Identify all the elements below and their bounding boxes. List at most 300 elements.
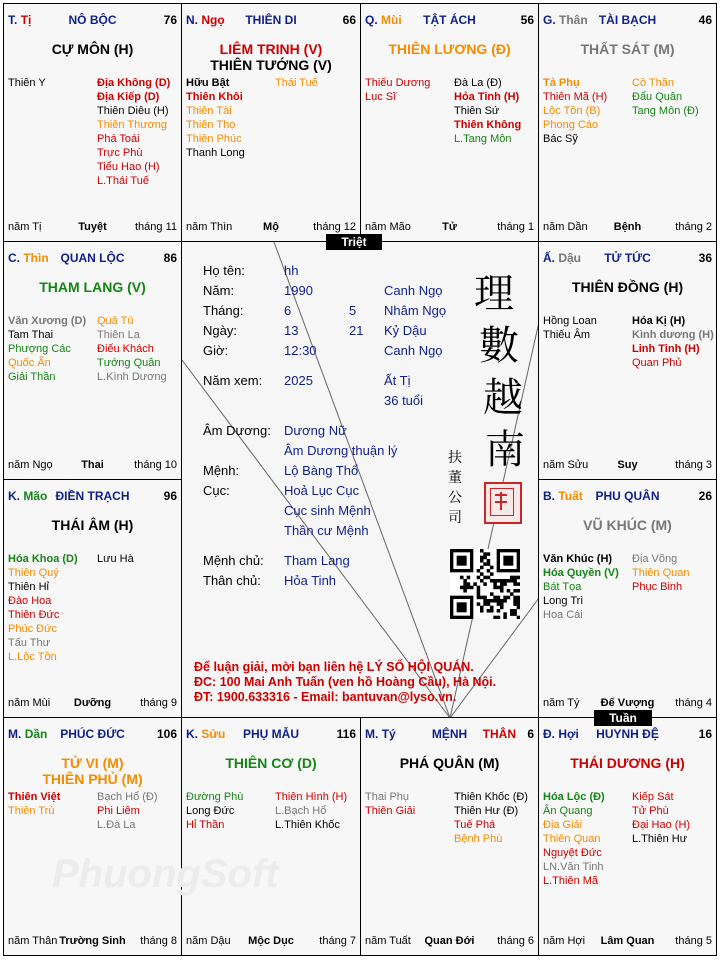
life-stage: Suy [617, 459, 638, 471]
day-solar: 13 [284, 323, 299, 338]
stem-label: K. [8, 489, 20, 503]
stem-label: C. [8, 251, 20, 265]
star-name: Văn Khúc (H) [543, 553, 613, 565]
star-name: Thiên Tài [186, 105, 232, 117]
month-label: tháng 4 [675, 697, 712, 709]
menh-label: Mệnh: [203, 463, 240, 478]
star-name: Thiên Quý [8, 567, 59, 579]
month-label: Tháng: [203, 303, 244, 318]
year-label: năm Mùi [8, 697, 51, 709]
life-stage: Đế Vượng [600, 697, 655, 709]
than-position: Thần cư Mệnh [284, 523, 369, 538]
life-stage: Bệnh [613, 221, 642, 233]
stem-label: Đ. [543, 727, 555, 741]
branch-name: Mùi [381, 13, 402, 27]
month-label: tháng 7 [319, 935, 356, 947]
minor-stars-left [543, 552, 629, 622]
stem-label: G. [543, 13, 556, 27]
life-stage: Quan Đới [424, 935, 475, 947]
main-star: THIÊN LƯƠNG (Đ) [388, 41, 511, 57]
major-period-age: 56 [520, 13, 534, 27]
minor-stars-right [97, 314, 182, 384]
year-canchi: Canh Ngọ [384, 283, 443, 298]
contact-address: ĐC: 100 Mai Anh Tuấn (ven hồ Hoàng Cầu), Hà Nội. [194, 675, 497, 689]
star-name: Hữu Bật [186, 77, 230, 89]
main-star: VŨ KHÚC (M) [583, 517, 672, 533]
minor-stars-right [97, 790, 182, 832]
life-stage: Lâm Quan [600, 935, 655, 947]
palace-header [365, 727, 534, 743]
star-name: L.Đà La [97, 819, 136, 831]
palace-header [543, 251, 712, 267]
star-name: Hỉ Thần [186, 819, 225, 831]
hour-value: 12:30 [284, 343, 317, 358]
day-label: Ngày: [203, 323, 237, 338]
star-name: L.Bạch Hổ [275, 805, 327, 817]
palace-cell-k-mao [3, 479, 182, 718]
star-name: L.Kình Dương [97, 371, 167, 383]
star-name: Hóa Kị (H) [632, 315, 686, 327]
star-name: Quả Tú [97, 315, 134, 327]
star-name: Lộc Tồn (B) [543, 105, 601, 117]
palace-footer [365, 221, 534, 235]
palace-header [365, 13, 534, 29]
star-name: Thiên Diêu (H) [97, 105, 169, 117]
star-name: Thiên Quan [632, 567, 690, 579]
life-stage: Tử [442, 221, 457, 233]
star-name: Phục Binh [632, 581, 683, 593]
minor-stars-left [8, 76, 94, 90]
star-name: Thiên Quan [543, 833, 601, 845]
seal-char: 司 [448, 510, 462, 526]
star-name: L.Lộc Tồn [8, 651, 57, 663]
menh-chu-value: Tham Lang [284, 553, 350, 568]
minor-stars-right [454, 76, 539, 146]
branch-name: Thân [559, 13, 588, 27]
palace-name: QUAN LỘC [60, 251, 125, 265]
year-label: năm Tuất [365, 935, 411, 947]
palace-footer [543, 221, 712, 235]
star-name: Thiên Trù [8, 805, 55, 817]
palace-header [186, 727, 356, 743]
palace-cell-q-mui [360, 3, 539, 242]
life-stage: Trường Sinh [59, 935, 126, 947]
star-name: Bác Sỹ [543, 133, 578, 145]
year-label: năm Tị [8, 221, 42, 233]
cuc-relation: Cục sinh Mệnh [284, 503, 371, 518]
than-chu-label: Thân chủ: [203, 573, 261, 588]
minor-stars-left [543, 790, 629, 888]
star-name: Phong Cáo [543, 119, 599, 131]
star-name: Kình dương (H) [632, 329, 714, 341]
watermark: PhuongSoft [52, 852, 279, 896]
palace-header [8, 489, 177, 505]
month-solar: 6 [284, 303, 292, 318]
stem-label: M. [8, 727, 22, 741]
branch-name: Sửu [201, 727, 226, 741]
major-period-age: 16 [698, 727, 712, 741]
star-name: Tam Thai [8, 329, 54, 341]
minor-stars-right [632, 76, 717, 118]
major-period-age: 116 [336, 727, 356, 741]
palace-footer [8, 459, 177, 473]
seal-char: 公 [448, 490, 462, 506]
year-label: năm Ngọ [8, 459, 53, 471]
star-name: Phúc Đức [8, 623, 57, 635]
star-name: Thiên Mã (H) [543, 91, 608, 103]
month-label: tháng 1 [497, 221, 534, 233]
palace-footer [8, 935, 177, 949]
palace-cell-m-ty [360, 717, 539, 956]
star-name: L.Thiên Mã [543, 875, 599, 887]
star-name: Tả Phụ [543, 77, 580, 89]
branch-name: Tý [381, 727, 396, 741]
stem-label: N. [186, 13, 198, 27]
triet-marker: Triệt [326, 234, 382, 250]
star-name: Thiên Hư (Đ) [454, 805, 519, 817]
calligraphy-char: 越 [483, 375, 523, 421]
main-star: THẤT SÁT (M) [580, 41, 675, 57]
palace-name: NÔ BỘC [68, 13, 117, 27]
year-label: năm Tý [543, 697, 580, 709]
menh-value: Lộ Bàng Thổ [284, 463, 359, 478]
main-star: PHÁ QUÂN (M) [399, 755, 500, 771]
star-name: Thiên Không [454, 119, 522, 131]
star-name: Thiên Đức [8, 609, 60, 621]
contact-phone-email: ĐT: 1900.633316 - Email: bantuvan@lyso.vn. [194, 690, 457, 704]
palace-name: HUYNH ĐỆ [596, 727, 659, 741]
age-value: 36 tuổi [384, 393, 424, 408]
life-stage: Tuyệt [78, 221, 107, 233]
star-name: Quan Phủ [632, 357, 682, 369]
qr-code-icon [450, 549, 520, 619]
stem-label: Q. [365, 13, 378, 27]
palace-footer [365, 935, 534, 949]
star-name: Thiên Thương [97, 119, 168, 131]
palace-name: PHU QUÂN [595, 489, 660, 503]
palace-name: ĐIỀN TRẠCH [55, 489, 130, 503]
palace-header [543, 489, 712, 505]
year-label: năm Sửu [543, 459, 589, 471]
star-name: Thiên Y [8, 77, 46, 89]
palace-cell-c-thin [3, 241, 182, 480]
palace-header [8, 13, 177, 29]
calligraphy-char: 理 [474, 271, 514, 317]
palace-cell-k-suu [181, 717, 361, 956]
major-period-age: 36 [698, 251, 712, 265]
star-name: Thiên Hình (H) [275, 791, 348, 803]
stem-label: K. [186, 727, 198, 741]
menh-chu-label: Mệnh chủ: [203, 553, 264, 568]
calligraphy-char: 數 [479, 323, 519, 369]
life-stage: Thai [81, 459, 104, 471]
star-name: Thiên Khốc (Đ) [454, 791, 528, 803]
year-label: năm Hợi [543, 935, 586, 947]
star-name: Tiểu Hao (H) [97, 161, 160, 173]
star-name: Tuế Phá [454, 819, 496, 831]
major-period-age: 96 [163, 489, 177, 503]
star-name: Hóa Lộc (Đ) [543, 791, 605, 803]
palace-footer [543, 459, 712, 473]
minor-stars-right [97, 552, 182, 566]
month-label: tháng 8 [140, 935, 177, 947]
palace-header [543, 13, 712, 29]
star-name: Bạch Hổ (Đ) [97, 791, 158, 803]
main-star: THIÊN PHỦ (M) [42, 771, 143, 787]
branch-name: Tị [20, 13, 32, 27]
palace-name: TÀI BẠCH [598, 13, 657, 27]
palace-footer [186, 935, 356, 949]
amduong-value: Dương Nữ [284, 423, 347, 438]
minor-stars-right [275, 790, 361, 832]
life-stage: Mộc Dục [248, 935, 294, 947]
star-name: Tướng Quân [97, 357, 161, 369]
red-seal-stamp [484, 482, 522, 524]
main-star: THIÊN TƯỚNG (V) [210, 57, 332, 73]
year-label: năm Dần [543, 221, 588, 233]
star-name: Cô Thần [632, 77, 674, 89]
calligraphy-char: 南 [485, 427, 525, 473]
tuan-marker: Tuần [594, 710, 652, 726]
hour-label: Giờ: [203, 343, 229, 358]
main-star: TỬ VI (M) [61, 755, 124, 771]
stem-label: M. [365, 727, 379, 741]
view-year-value: 2025 [284, 373, 313, 388]
star-name: Thiên Phúc [186, 133, 242, 145]
month-label: tháng 10 [134, 459, 177, 471]
major-period-age: 26 [698, 489, 712, 503]
month-label: tháng 3 [675, 459, 712, 471]
month-label: tháng 5 [675, 935, 712, 947]
minor-stars-left [8, 552, 94, 664]
star-name: Thái Tuế [275, 77, 318, 89]
month-label: tháng 9 [140, 697, 177, 709]
month-label: tháng 11 [134, 221, 177, 233]
palace-footer [186, 221, 356, 235]
palace-footer [543, 697, 712, 711]
star-name: Tang Môn (Đ) [632, 105, 699, 117]
star-name: Thiếu Dương [365, 77, 431, 89]
palace-cell-g-than [538, 3, 717, 242]
stem-label: Ấ. [543, 251, 555, 265]
small-seal-text [448, 448, 466, 528]
star-name: Thiên Thọ [186, 119, 236, 131]
view-year-label: Năm xem: [203, 373, 263, 388]
star-name: Hồng Loan [543, 315, 597, 327]
than-marker: THÂN [482, 727, 516, 741]
palace-name: MỆNH [431, 727, 468, 741]
life-stage: Mộ [263, 221, 279, 233]
palace-name: PHỤ MẪU [243, 727, 299, 741]
main-star: THÁI DƯƠNG (H) [570, 755, 685, 771]
life-stage: Dưỡng [73, 697, 112, 709]
major-period-age: 86 [163, 251, 177, 265]
star-name: Bệnh Phù [454, 833, 503, 845]
star-name: LN.Văn Tinh [543, 861, 604, 873]
seal-char: 董 [448, 470, 462, 486]
star-name: Long Trì [543, 595, 584, 607]
star-name: Địa Võng [632, 553, 678, 565]
seal-char: 扶 [448, 450, 462, 466]
main-star: THIÊN CƠ (D) [225, 755, 317, 771]
branch-name: Dậu [558, 251, 582, 265]
main-star: CỰ MÔN (H) [51, 41, 134, 57]
main-star: THIÊN ĐỒNG (H) [571, 279, 684, 295]
palace-name: TẬT ÁCH [423, 13, 476, 27]
major-period-age: 76 [163, 13, 177, 27]
star-name: Văn Xương (D) [8, 315, 87, 327]
year-label: năm Thân [8, 935, 58, 947]
minor-stars-right [632, 552, 717, 594]
star-name: Hỏa Tinh (H) [454, 91, 520, 103]
main-star: THÁI ÂM (H) [51, 517, 134, 533]
star-name: Địa Giải [543, 819, 583, 831]
minor-stars-right [632, 314, 717, 370]
minor-stars-left [186, 76, 272, 160]
major-period-age: 46 [698, 13, 712, 27]
star-name: Đà La (Đ) [454, 77, 502, 89]
stem-label: B. [543, 489, 555, 503]
star-name: Thiên Sứ [454, 105, 500, 117]
cuc-value: Hoả Lục Cục [284, 483, 360, 498]
view-year-canchi: Ất Tị [384, 373, 411, 388]
month-canchi: Nhâm Ngọ [384, 303, 447, 318]
star-name: Linh Tinh (H) [632, 343, 700, 355]
star-name: Bát Tọa [543, 581, 582, 593]
year-label: năm Thìn [186, 221, 233, 233]
branch-name: Mão [23, 489, 48, 503]
amduong-note: Âm Dương thuận lý [284, 443, 398, 458]
minor-stars-right [632, 790, 717, 846]
contact-block [194, 660, 496, 705]
palace-cell-b-tuat [538, 479, 717, 718]
star-name: Thiên Giải [365, 805, 416, 817]
branch-name: Thìn [23, 251, 49, 265]
palace-name: THIÊN DI [245, 13, 297, 27]
star-name: Đại Hao (H) [632, 819, 691, 831]
star-name: Hoa Cái [543, 609, 583, 621]
minor-stars-right [275, 76, 361, 90]
month-label: tháng 6 [497, 935, 534, 947]
star-name: Phá Toái [97, 133, 140, 145]
minor-stars-left [8, 790, 94, 818]
palace-cell-n-ngo [181, 3, 361, 242]
star-name: Trực Phù [97, 147, 143, 159]
branch-name: Dần [24, 727, 48, 741]
palace-header [8, 727, 177, 743]
star-name: Thanh Long [186, 147, 245, 159]
minor-stars-left [543, 314, 629, 342]
name-value: hh [284, 263, 299, 278]
star-name: Tấu Thư [8, 637, 51, 649]
palace-header [8, 251, 177, 267]
major-period-age: 6 [527, 727, 534, 741]
star-name: L.Thái Tuế [97, 175, 149, 187]
star-name: Long Đức [186, 805, 235, 817]
star-name: Địa Không (D) [97, 77, 171, 89]
palace-header [543, 727, 712, 743]
star-name: Phi Liêm [97, 805, 140, 817]
star-name: Hóa Khoa (D) [8, 553, 78, 565]
palace-footer [8, 221, 177, 235]
star-name: Tử Phù [632, 805, 669, 817]
palace-name: TỬ TỨC [604, 251, 651, 265]
than-chu-value: Hỏa Tinh [284, 573, 337, 588]
main-star: THAM LANG (V) [39, 279, 146, 295]
star-name: L.Tang Môn [454, 133, 512, 145]
star-name: Địa Kiếp (D) [97, 91, 160, 103]
star-name: L.Thiên Hư [632, 833, 688, 845]
minor-stars-right [97, 76, 182, 188]
year-label: Năm: [203, 283, 235, 298]
day-lunar: 21 [349, 323, 364, 338]
star-name: Quốc Ấn [8, 357, 51, 369]
palace-footer [8, 697, 177, 711]
palace-cell-m-dan [3, 717, 182, 956]
minor-stars-left [365, 76, 451, 104]
day-canchi: Kỷ Dậu [384, 323, 427, 338]
cuc-label: Cục: [203, 483, 230, 498]
minor-stars-left [543, 76, 629, 146]
star-name: Thiếu Âm [543, 329, 591, 341]
palace-header [186, 13, 356, 29]
minor-stars-left [365, 790, 451, 818]
star-name: Giải Thần [8, 371, 56, 383]
month-label: tháng 2 [675, 221, 712, 233]
year-value: 1990 [284, 283, 313, 298]
contact-line: Để luận giải, mời bạn liên hệ LÝ SỐ HỘI QUÁN. [194, 660, 474, 674]
star-name: Ân Quang [543, 805, 593, 817]
palace-footer [543, 935, 712, 949]
hour-canchi: Canh Ngọ [384, 343, 443, 358]
month-label: tháng 12 [313, 221, 356, 233]
star-name: Điếu Khách [97, 343, 154, 355]
palace-cell-t-ti [3, 3, 182, 242]
year-label: năm Dậu [186, 935, 231, 947]
star-name: Hóa Quyền (V) [543, 567, 619, 579]
year-label: năm Mão [365, 221, 411, 233]
star-name: Lưu Hà [97, 553, 134, 565]
palace-cell-d-hoi [538, 717, 717, 956]
branch-name: Hợi [558, 727, 579, 741]
star-name: Thiên Hỉ [8, 581, 49, 593]
major-period-age: 66 [342, 13, 356, 27]
star-name: Đường Phù [186, 791, 244, 803]
star-name: Đào Hoa [8, 595, 52, 607]
star-name: L.Thiên Khốc [275, 819, 340, 831]
star-name: Thiên Khôi [186, 91, 243, 103]
star-name: Đẩu Quân [632, 91, 683, 103]
month-lunar: 5 [349, 303, 357, 318]
star-name: Thiên Việt [8, 791, 61, 803]
star-name: Nguyệt Đức [543, 847, 602, 859]
calligraphy-logo [462, 268, 526, 476]
major-period-age: 106 [156, 727, 177, 741]
palace-cell-a-dau [538, 241, 717, 480]
star-name: Kiếp Sát [632, 791, 674, 803]
minor-stars-left [8, 314, 94, 384]
branch-name: Tuất [558, 489, 583, 503]
amduong-label: Âm Dương: [203, 423, 271, 438]
minor-stars-right [454, 790, 539, 846]
star-name: Phượng Các [8, 343, 71, 355]
name-label: Họ tên: [203, 263, 245, 278]
stem-label: T. [8, 13, 18, 27]
star-name: Lục Sĩ [365, 91, 397, 103]
minor-stars-left [186, 790, 272, 832]
palace-name: PHÚC ĐỨC [60, 727, 125, 741]
branch-name: Ngọ [201, 13, 225, 27]
